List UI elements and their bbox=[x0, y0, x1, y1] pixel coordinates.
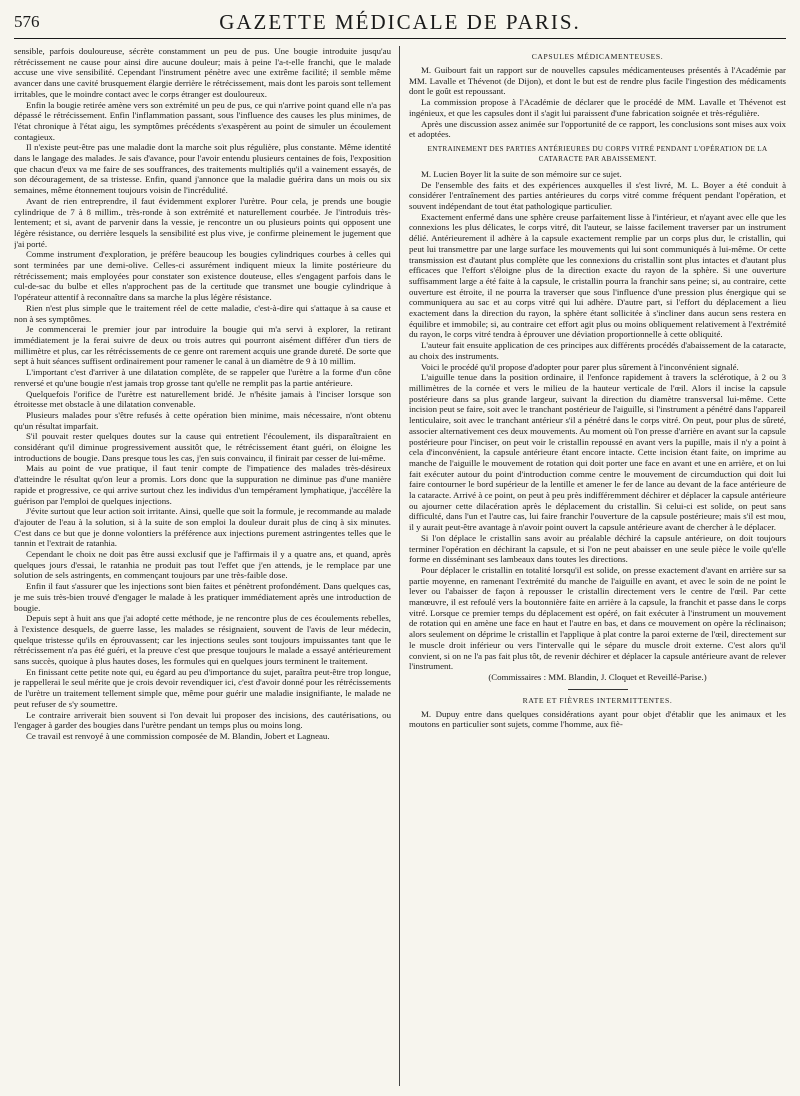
paragraph: Rien n'est plus simple que le traitement réel de cette maladie, c'est-à-dire qui s'attaque à sa cause et non à ses symptômes. bbox=[14, 302, 391, 324]
section-title-rate: RATE ET FIÈVRES INTERMITTENTES. bbox=[522, 695, 673, 705]
paragraph: Après une discussion assez animée sur l'opportunité de ce rapport, les conclusions sont mises aux voix et adoptées. bbox=[409, 118, 786, 140]
paragraph: Enfin la bougie retirée amène vers son extrémité un peu de pus, ce qui n'arrive point quand elle n'a pas dépassé le rétrécissement. Enfin l'inflammation passant, sous l'influence des causes les plus minimes, de l'état chronique à l'état aigu, les symptômes précédents s'exaspèrent au point de simuler un écoulement contagieux. bbox=[14, 99, 391, 142]
paragraph: Exactement enfermé dans une sphère creuse parfaitement lisse à l'intérieur, et n'ayant avec elle que les connexions les plus délicates, le corps vitré, dit l'auteur, se laisse facilement traverser par un instrument délié. Antérieurement il adhère à la capsule exactement remplie par un corps plus dur, le cristallin, qui peut lui transmettre par une large surface les mouvements qui lui sont communiqués à lui-même. Or cette transmission est d'autant plus complète que les connexions du cristallin sont plus intactes et d'autant plus efficaces que l'effort s'éloigne plus de la direction exacte du rayon de la sphère. Si une ouverture suffisamment large a été faite à la capsule, le cristallin pourra la franchir sans peine; si, au contraire, cette ouverture est étroite, il ne pourra la traverser que sous l'influence d'une pression plus énergique qui se communiquera au sac et au corps vitré qui lui adhère. D'autre part, si l'effort du déplacement a lieu exactement dans la direction du rayon, la sphère étant sollicitée à s'incliner dans aucun sens restera en équilibre et immobile; si, au contraire cet effort agit plus ou moins obliquement relativement à l'extrémité du rayon, le corps vitré tendra à éprouver une déviation proportionnelle à cette obliquité. bbox=[409, 211, 786, 340]
paragraph: La commission propose à l'Académie de déclarer que le procédé de MM. Lavalle et Thévenot est ingénieux, et que les capsules dont il s'agit lui paraissent d'une fabrication soignée et très-régulière. bbox=[409, 97, 786, 118]
paragraph: De l'ensemble des faits et des expériences auxquelles il s'est livré, M. L. Boyer a été conduit à considérer l'entraînement des parties antérieures du corps vitré comme fréquent pendant l'opération, et souvent indépendant de tout état pathologique particulier. bbox=[409, 179, 786, 212]
right-column bbox=[409, 46, 786, 1086]
paragraph: Avant de rien entreprendre, il faut évidemment explorer l'urètre. Pour cela, je prends une bougie cylindrique de 7 à 8 millim., très-ronde à son extrémité et naturellement courbée. Je l'introduis très-lentement; et si, avant de parvenir dans la vessie, je rencontre un ou plusieurs points qui opposent une légère résistance, ou derrière lesquels la sensibilité est plus vive, je confirme pleinement le jugement que j'ai porté. bbox=[14, 195, 391, 249]
paragraph: Cependant le choix ne doit pas être aussi exclusif que je l'affirmais il y a quatre ans, et quand, après quelques jours d'essai, le ratanhia ne produit pas tout l'effet que j'en attends, je le remplace par une solution de sels astringents, en commençant toujours par une très-faible dose. bbox=[14, 549, 391, 581]
paragraph: M. Guibourt fait un rapport sur de nouvelles capsules médicamenteuses présentés à l'Académie par MM. Lavalle et Thévenot (de Dijon), et dont le but est de rendre plus facile l'ingestion des médicaments dont le goût est repoussant. bbox=[409, 65, 786, 97]
paragraph: Si l'on déplace le cristallin sans avoir au préalable déchiré la capsule antérieure, on doit toujours terminer l'opération en déchirant la capsule, et si l'on ne peut abaisser en une seule pièce le voile qu'elle forme en disséminant ses lambeaux dans toutes les directions. bbox=[409, 532, 786, 565]
paragraph: L'aiguille tenue dans la position ordinaire, il l'enfonce rapidement à travers la sclérotique, à 2 ou 3 millimètres de la cornée et vers le milieu de la hauteur verticale de l'œil. Alors il incise la capsule postérieure dans sa plus grande largeur, suivant la direction du diamètre transversal lui-même. Cette incision peut se faire, soit avec le tranchant postérieur de l'aiguille, si l'instrument a pénétré dans l'appareil lenticulaire, soit avec le tranchant antérieur s'il a pénétré dans le corps vitré. On peut, pour plus de sûreté, associer alternativement ces deux mouvements. Au moment où l'on presse d'arrière en avant sur la capsule postérieure pour l'inciser, on peut voir le cristallin repoussé en avant vers la pupille, mais il n'y a point à cela d'inconvénient, la capsule antérieure étant encore intacte. Cette incision étant faite, on imprime au manche de l'aiguille le mouvement de rotation qui doit porter une face en avant et une en arrière, et on lui fait exécuter autour du point d'introduction comme centre le mouvement de circumduction qui doit lui faire contourner le bord supérieur de la lentille et amener le fer de lance au devant de la face antérieure de la cataracte. Arrivé à ce point, on peut à peu près indifféremment déchirer et déplacer la capsule antérieure ou ajourner cette dilacération après le déplacement du cristallin. Si celui-ci est solide, on peut sans difficulté, dans l'un et l'autre cas, lui faire franchir l'ouverture de la capsule postérieure; mais s'il est mou, il y aurait peut-être avantage à n'avoir point ouvert la capsule antérieure avant de chercher à le déplacer. bbox=[409, 372, 786, 533]
paragraph: Mais au point de vue pratique, il faut tenir compte de l'impatience des malades très-désireux d'atteindre le résultat qu'on leur a promis. Lors donc que la suppuration ne diminue pas d'une manière rapide et progressive, ce qui arrive surtout chez les individus d'un tempérament lymphatique, j'accélère la guérison par l'emploi de quelques injections. bbox=[14, 463, 391, 506]
newspaper-page bbox=[14, 10, 786, 1088]
paragraph: Je commencerai le premier jour par introduire la bougie qui m'a servi à explorer, la retirant immédiatement je la ferai suivre de deux ou trois autres qui pourront aisément différer d'un tiers de millimètre et plus, car les rétrécissements de ce genre ont rarement acquis une grande dureté. De sorte que sept à huit séances suffisent ordinairement pour ramener le canal à un diamètre de 9 à 10 millim. bbox=[14, 324, 391, 367]
columns bbox=[14, 46, 786, 1088]
paragraph: Quelquefois l'orifice de l'urètre est naturellement bridé. Je n'hésite jamais à l'inciser lorsque son étroitesse met obstacle à une dilatation convenable. bbox=[14, 388, 391, 410]
journal-title: GAZETTE MÉDICALE DE PARIS. bbox=[219, 10, 581, 34]
paragraph: En finissant cette petite note qui, eu égard au peu d'importance du sujet, paraîtra peut-être trop longue, je rappellerai le seul mérite que je crois devoir revendiquer ici, c'est d'avoir donné pour les rétrécissements de l'urètre un traitement tellement simple que, même pour guérir une maladie insignifiante, le malade ne peut refuser de s'y soumettre. bbox=[14, 666, 391, 709]
paragraph: L'auteur fait ensuite application de ces principes aux différents procédés d'abaissement de la cataracte, au choix des instruments. bbox=[409, 340, 786, 361]
left-column bbox=[14, 46, 391, 1086]
paragraph: M. Lucien Boyer lit la suite de son mémoire sur ce sujet. bbox=[421, 168, 622, 179]
page-header bbox=[14, 10, 786, 39]
column-divider bbox=[399, 46, 400, 1086]
paragraph: Comme instrument d'exploration, je préfère beaucoup les bougies cylindriques courbes à celles qui sont terminées par une demi-olive. Celles-ci assurément indiquent mieux la limite postérieure du rétrécissement; mais employées pour constater son existence douteuse, elles s'engagent parfois dans le cul-de-sac du bulbe et elles n'approchent pas de la certitude que transmet une bougie cylindrique à l'opérateur attentif à reconnaître dans sa marche la plus légère résistance. bbox=[14, 249, 391, 303]
paragraph: Depuis sept à huit ans que j'ai adopté cette méthode, je ne rencontre plus de ces écoulements rebelles, à l'existence desquels, de guerre lasse, les malades se résignaient, souvent de l'avis de leur médecin, quelque tristesse qu'ils en éprouvassent; car les injections seules sont toujours impuissantes tant que le rétrécissement n'a pas été guéri, et la preuve c'est que presque toujours le malade a essayé antérieurement sans succès, quoique à plus hautes doses, les formules qui en quelques jours terminent le traitement. bbox=[14, 613, 391, 667]
paragraph: Pour déplacer le cristallin en totalité lorsqu'il est solide, on presse exactement d'avant en arrière sur sa partie moyenne, en ramenant l'extrémité du manche de l'aiguille en avant, et avec le soin de ne point le lever ou l'abaisser de façon à repousser le cristallin directement vers le centre de l'œil. Par cette manœuvre, il est refoulé vers la boutonnière faite en arrière à la capsule, la franchit et passe dans le corps vitré. Lorsque ce premier temps du déplacement est opéré, on fait exécuter à l'instrument un mouvement de rotation qui en amène une face en haut et l'autre en bas, et dans ce mouvement on opère la réclinaison; alors seulement on déprime le cristallin et l'applique à plat contre la paroi externe de l'œil, directement sur le muscle droit inférieur ou vers l'intervalle qui le sépare du muscle droit externe. C'est alors qu'il convient, si on ne l'a pas fait plus tôt, de revenir déchirer et déplacer la capsule antérieure avant de relever l'instrument. bbox=[409, 564, 786, 672]
page-number: 576 bbox=[14, 12, 40, 31]
paragraph: J'évite surtout que leur action soit irritante. Ainsi, quelle que soit la formule, je recommande au malade d'ajouter de l'eau à la solution, si à la suite de son emploi la douleur durait plus de cinq à six minutes. C'est dans ce but que je donne volontiers la préférence aux injections purement astringentes telles que le tannin et l'extrait de ratanhia. bbox=[14, 506, 391, 549]
commissaires-line: (Commissaires : MM. Blandin, J. Cloquet et Reveillé-Parise.) bbox=[488, 671, 707, 682]
section-separator bbox=[568, 689, 628, 690]
paragraph: sensible, parfois douloureuse, sécrète constamment un peu de pus. Une bougie introduite jusqu'au rétrécissement ne cause pour ainsi dire aucune douleur; mais à peine l'a-t-elle franchi, que le malade accuse une vive sensibilité. Cependant l'instrument pénètre avec une extrême facilité; il semble même avancer dans une cavité brusquement élargie derrière le rétrécissement, mais dont les parois sont tellement irritables, que le moindre contact avec le corps étranger est douloureux. bbox=[14, 46, 391, 99]
paragraph: Plusieurs malades pour s'être refusés à cette opération bien minime, mais nécessaire, n'ont obtenu qu'un résultat imparfait. bbox=[14, 409, 391, 431]
paragraph: Ce travail est renvoyé à une commission composée de M. Blandin, Jobert et Lagneau. bbox=[26, 731, 330, 741]
paragraph: S'il pouvait rester quelques doutes sur la cause qui entretient l'écoulement, ils disparaîtraient en considérant qu'il diminue progressivement aussitôt que, le rétrécissement étant guéri, on éloigne les introductions de bougie. Dans presque tous les cas, j'en suis convaincu, il finirait par cesser de lui-même. bbox=[14, 431, 391, 463]
paragraph: M. Dupuy entre dans quelques considérations ayant pour objet d'établir que les animaux et les moutons en particulier sont sujets, comme l'homme, aux fiè- bbox=[409, 708, 786, 730]
section-title-capsules: CAPSULES MÉDICAMENTEUSES. bbox=[531, 52, 664, 61]
paragraph: Enfin il faut s'assurer que les injections sont bien faites et pénètrent profondément. Dans quelques cas, je me suis très-bien trouvé d'engager le malade à les pratiquer immédiatement après une introduction de bougie. bbox=[14, 581, 391, 613]
paragraph: L'important c'est d'arriver à une dilatation complète, de se rappeler que l'urètre a la forme d'un cône renversé et qu'une bougie n'est jamais trop grosse tant qu'elle ne remplit pas la partie antérieure. bbox=[14, 367, 391, 388]
section-title-cataracte: ENTRAINEMENT DES PARTIES ANTÉRIEURES DU CORPS VITRÉ PENDANT L'OPÉRATION DE LA CATARACTE PAR ABAISSEMENT. bbox=[427, 144, 768, 163]
paragraph: Le contraire arriverait bien souvent si l'on devait lui proposer des incisions, des cautérisations, ou l'engager à garder des bougies dans l'urètre pendant un temps plus ou moins long. bbox=[14, 709, 391, 731]
paragraph: Il n'existe peut-être pas une maladie dont la marche soit plus régulière, plus constante. Même identité dans le langage des malades. Je sais d'avance, pour l'avoir entendu plusieurs centaines de fois, l'exposition que chacun d'eux va me faire de ses souffrances, des traitements multipliés qu'il a vainement essayés, de son découragement, de sa tristesse. Enfin, quand j'annonce que la maladie guérira dans un mois ou six semaines, même étonnement toujours voisin de l'incrédulité. bbox=[14, 142, 391, 196]
paragraph: Voici le procédé qu'il propose d'adopter pour parer plus sûrement à l'inconvénient signalé. bbox=[421, 361, 739, 372]
